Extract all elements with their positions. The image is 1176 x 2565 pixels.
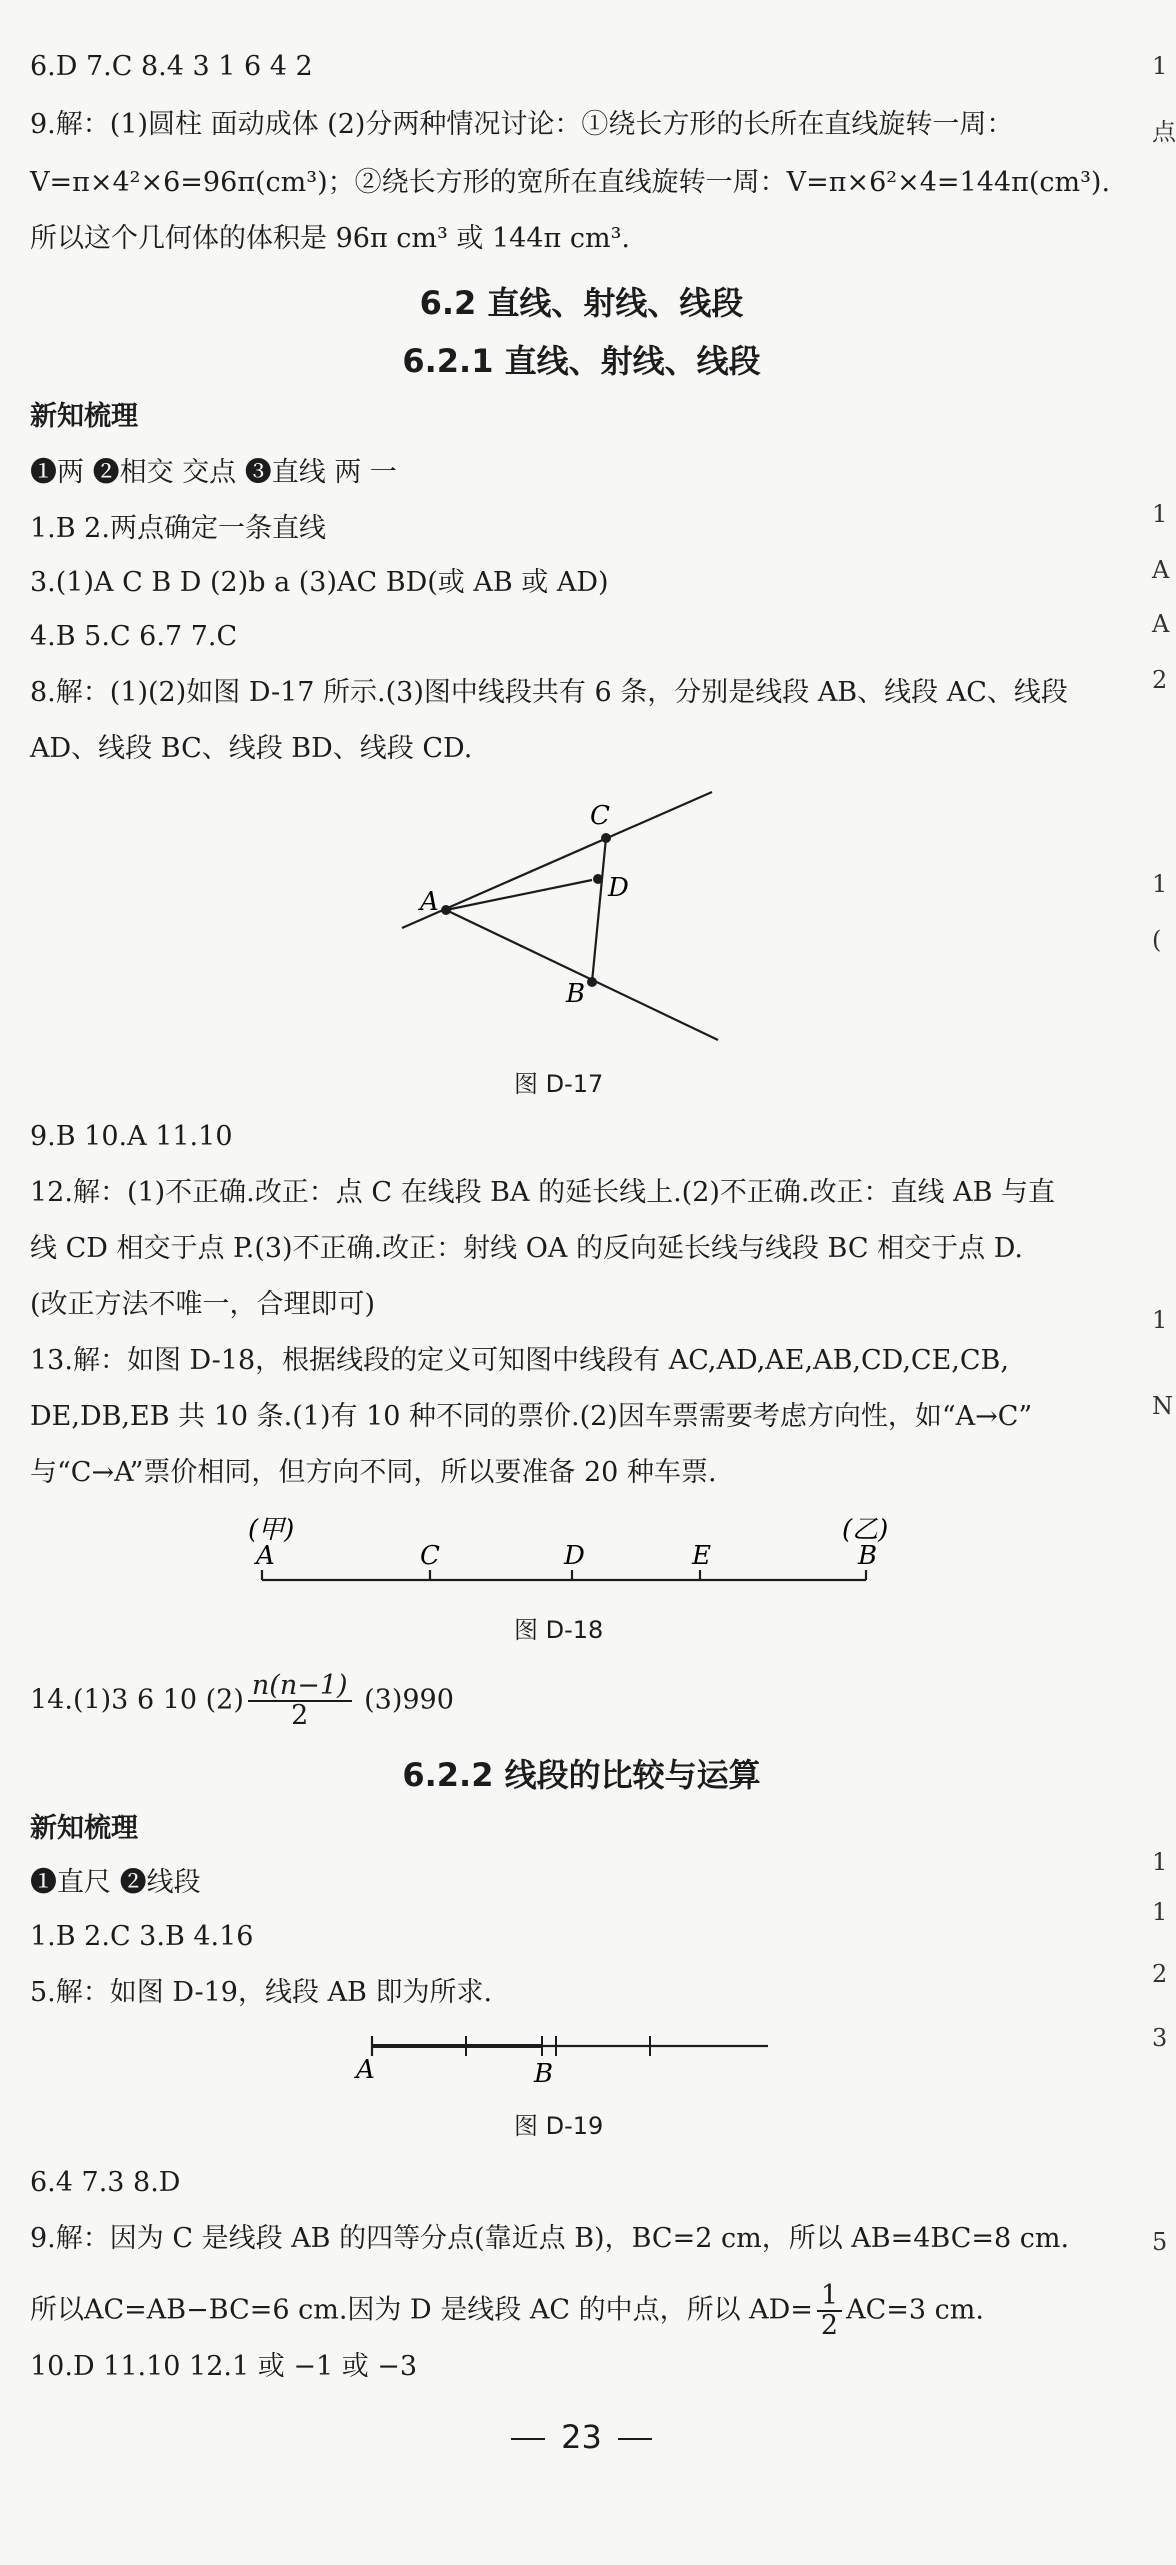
answer-line-12: 12.解：(1)不正确.改正：点 C 在线段 BA 的延长线上.(2)不正确.改正：直线 AB 与直 [30, 1177, 1056, 1208]
edge-mark: ( [1152, 926, 1162, 954]
fig18-label-e: E [692, 1541, 711, 1571]
fig19-label-a: A [356, 2055, 375, 2085]
edge-mark: 1 [1152, 870, 1168, 898]
edge-mark: 1 [1152, 1848, 1168, 1876]
edge-mark: 点 [1152, 118, 1176, 146]
figure-d19 [0, 2024, 1163, 2094]
fig18-label-jia: (甲) [248, 1515, 295, 1545]
answer-line-1: 6.D 7.C 8.4 3 1 6 4 2 [30, 51, 313, 82]
figure-caption-d17: 图 D-17 [514, 1070, 604, 1098]
fig17-label-d: D [608, 873, 629, 903]
answer-line-22: 6.4 7.3 8.D [30, 2167, 181, 2198]
section-heading-6-2-2: 6.2.2 线段的比较与运算 [402, 1756, 761, 1794]
answer-line-8: 4.B 5.C 6.7 7.C [30, 621, 238, 652]
fig18-label-c: C [420, 1541, 440, 1571]
fig19-label-b: B [534, 2059, 554, 2089]
section-heading-6-2: 6.2 直线、射线、线段 [419, 284, 744, 322]
fig18-label-yi: (乙) [842, 1515, 889, 1545]
fig17-label-c: C [590, 801, 610, 831]
answer-line-5: ❶两 ❷相交 交点 ❸直线 两 一 [30, 457, 397, 488]
answer-line-6: 1.B 2.两点确定一条直线 [30, 513, 326, 544]
edge-mark: 2 [1152, 666, 1168, 694]
answer-line-13: 线 CD 相交于点 P.(3)不正确.改正：射线 OA 的反向延长线与线段 BC 相交于点 D. [30, 1233, 1023, 1264]
answer-line-19: ❶直尺 ❷线段 [30, 1867, 201, 1898]
answer-line-14: (改正方法不唯一，合理即可) [30, 1289, 376, 1320]
figure-caption-d19: 图 D-19 [514, 2112, 604, 2140]
edge-mark: 1 [1152, 1306, 1168, 1334]
answer-line-18-tail: (3)990 [355, 1684, 454, 1716]
answer-line-10: AD、线段 BC、线段 BD、线段 CD. [30, 733, 473, 764]
answer-line-18-text: 14.(1)3 6 10 (2) [30, 1684, 244, 1716]
answer-line-21: 5.解：如图 D-19，线段 AB 即为所求. [30, 1977, 493, 2008]
fig17-label-a: A [420, 887, 439, 917]
edge-mark: 3 [1152, 2024, 1168, 2052]
edge-mark: N [1152, 1392, 1173, 1420]
fraction-n-n-1-over-2 [248, 1672, 352, 1730]
answer-line-9: 8.解：(1)(2)如图 D-17 所示.(3)图中线段共有 6 条，分别是线段 AB、线段 AC、线段 [30, 677, 1068, 708]
answer-line-2: 9.解：(1)圆柱 面动成体 (2)分两种情况讨论：①绕长方形的长所在直线旋转一周： [30, 109, 1014, 140]
edge-mark: 1 [1152, 1898, 1168, 1926]
fraction-denominator: 2 [820, 2310, 839, 2341]
answer-line-3: V=π×4²×6=96π(cm³)；②绕长方形的宽所在直线旋转一周：V=π×6²×4=144π(cm³). [30, 167, 1111, 198]
edge-mark: 5 [1152, 2228, 1168, 2256]
fig17-label-b: B [566, 979, 586, 1009]
answer-line-7: 3.(1)A C B D (2)b a (3)AC BD(或 AB 或 AD) [30, 567, 609, 598]
answer-line-17: 与“C→A”票价相同，但方向不同，所以要准备 20 种车票. [30, 1457, 717, 1488]
figure-d18 [0, 1508, 1163, 1608]
answer-line-18 [30, 1672, 454, 1730]
page-number-text: 23 [561, 2418, 602, 2456]
fraction-numerator: n(n−1) [248, 1672, 352, 1702]
answer-line-23: 9.解：因为 C 是线段 AB 的四等分点(靠近点 B)，BC=2 cm，所以 AB=4BC=8 cm. [30, 2223, 1070, 2254]
answer-line-4: 所以这个几何体的体积是 96π cm³ 或 144π cm³. [30, 223, 630, 254]
fraction-numerator: 1 [817, 2282, 842, 2312]
answer-line-24-text: 所以AC=AB−BC=6 cm.因为 D 是线段 AC 的中点，所以 AD= [30, 2294, 813, 2326]
answer-line-24-tail: AC=3 cm. [846, 2294, 984, 2326]
page-number [0, 2418, 1163, 2456]
edge-mark: A [1152, 556, 1170, 584]
answer-line-20: 1.B 2.C 3.B 4.16 [30, 1921, 254, 1952]
subsection-new-knowledge: 新知梳理 [30, 401, 138, 432]
answer-line-15: 13.解：如图 D-18，根据线段的定义可知图中线段有 AC,AD,AE,AB,CD,CE,CB, [30, 1345, 1009, 1376]
figure-caption-d18: 图 D-18 [514, 1616, 604, 1644]
answer-line-25: 10.D 11.10 12.1 或 −1 或 −3 [30, 2351, 418, 2382]
answer-line-16: DE,DB,EB 共 10 条.(1)有 10 种不同的票价.(2)因车票需要考虑方向性，如“A→C” [30, 1401, 1033, 1432]
fig18-label-b: B [858, 1541, 878, 1571]
fraction-denominator: 2 [291, 1700, 309, 1731]
fraction-one-half [817, 2282, 842, 2340]
fig18-label-d: D [564, 1541, 585, 1571]
section-heading-6-2-1: 6.2.1 直线、射线、线段 [402, 342, 761, 380]
edge-mark: 1 [1152, 500, 1168, 528]
fig18-label-a: A [256, 1541, 275, 1571]
answer-line-24 [30, 2282, 984, 2340]
edge-mark: 1 [1152, 52, 1168, 80]
subsection-new-knowledge-2: 新知梳理 [30, 1813, 138, 1844]
figure-d17 [0, 780, 1163, 1080]
edge-mark: 2 [1152, 1960, 1168, 1988]
edge-mark: A [1152, 610, 1170, 638]
answer-line-11: 9.B 10.A 11.10 [30, 1121, 233, 1152]
